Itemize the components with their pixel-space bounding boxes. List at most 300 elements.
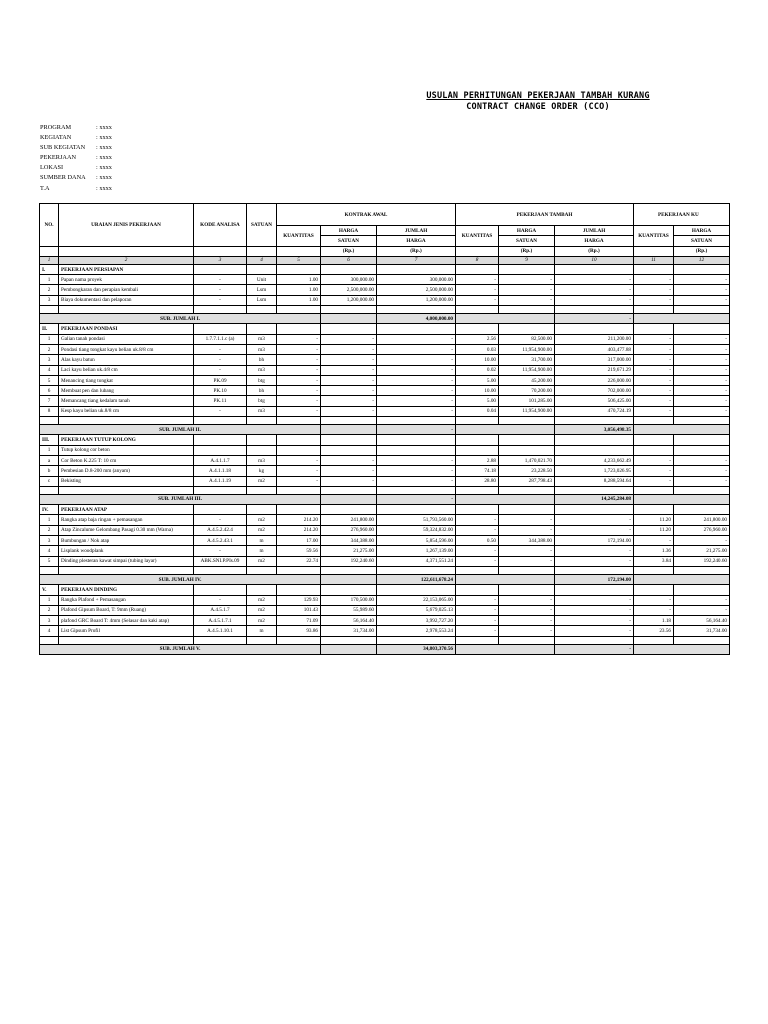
item-value: - (277, 455, 321, 465)
info-row (40, 133, 112, 143)
cell (194, 435, 247, 445)
item-value: - (377, 355, 456, 365)
subtotal-row (40, 494, 730, 504)
item-description: Bekisting (59, 476, 194, 486)
column-number: 9 (499, 256, 555, 264)
cell (499, 636, 555, 644)
info-key: SUMBER DANA (40, 174, 86, 182)
item-value: 344,388.00 (499, 536, 555, 546)
cell (555, 306, 634, 314)
item-value: 2,500,000.00 (377, 285, 456, 295)
item-value: - (555, 605, 634, 615)
item-number: 2 (40, 285, 59, 295)
subtotal-row (40, 644, 730, 654)
subtotal-tambah: 3,056,498.35 (555, 425, 634, 435)
cell (321, 417, 377, 425)
item-value: 56,164.40 (674, 616, 730, 626)
item-value: 55,989.60 (321, 605, 377, 615)
item-value: - (377, 466, 456, 476)
item-value: - (456, 275, 499, 285)
item-value: - (456, 285, 499, 295)
cell (377, 264, 456, 274)
cell (277, 505, 321, 515)
item-value: - (674, 455, 730, 465)
item-value: - (321, 355, 377, 365)
cell (194, 264, 247, 274)
cell (247, 486, 277, 494)
cell (634, 306, 674, 314)
item-value: 21,275.00 (321, 546, 377, 556)
item-value: 1.00 (277, 275, 321, 285)
info-value: : xxxx (96, 154, 112, 162)
item-unit: kg (247, 466, 277, 476)
table-row (40, 285, 730, 295)
item-code: - (194, 515, 247, 525)
item-value: 1.36 (634, 546, 674, 556)
item-number: 3 (40, 355, 59, 365)
cell (499, 585, 555, 595)
cell (456, 417, 499, 425)
item-value: - (499, 285, 555, 295)
pekerjaan-tambah-header: PEKERJAAN TAMBAH (456, 204, 634, 226)
cell (674, 264, 730, 274)
item-value: - (634, 476, 674, 486)
cell (634, 644, 730, 654)
item-value: 70,200.00 (499, 386, 555, 396)
cell (321, 435, 377, 445)
rp-label: (Rp.) (499, 246, 555, 256)
item-value: - (634, 466, 674, 476)
item-value: 21,275.00 (674, 546, 730, 556)
item-value: - (321, 344, 377, 354)
item-unit: m (247, 626, 277, 636)
item-value: 2.88 (456, 455, 499, 465)
item-value: - (277, 334, 321, 344)
project-info (40, 123, 112, 194)
item-unit: m2 (247, 515, 277, 525)
cell (321, 585, 377, 595)
item-value: 2,978,553.24 (377, 626, 456, 636)
item-number: 5 (40, 375, 59, 385)
cell (247, 264, 277, 274)
cell (634, 585, 674, 595)
item-value: 11,954,900.00 (499, 365, 555, 375)
cell (555, 324, 634, 334)
info-value: : xxxx (96, 134, 112, 142)
item-value: 5,854,596.00 (377, 536, 456, 546)
item-value: - (674, 285, 730, 295)
item-value: - (456, 556, 499, 566)
document-subtitle: CONTRACT CHANGE ORDER (CCO) (466, 102, 610, 112)
table-row (40, 396, 730, 406)
cell (321, 324, 377, 334)
cell (456, 486, 499, 494)
item-number: 2 (40, 525, 59, 535)
item-value: 4,233,662.49 (555, 455, 634, 465)
info-row (40, 143, 112, 153)
table-row (40, 525, 730, 535)
table-row (40, 515, 730, 525)
section-number: II. (40, 324, 59, 334)
item-value: 219,671.29 (555, 365, 634, 375)
item-value: - (377, 334, 456, 344)
item-value: - (277, 386, 321, 396)
table-row (40, 556, 730, 566)
subtotal-label: SUB. JUMLAH IV. (40, 574, 321, 584)
column-number: 7 (377, 256, 456, 264)
item-unit: bh (247, 355, 277, 365)
item-value: - (674, 605, 730, 615)
item-number: 1 (40, 595, 59, 605)
item-value: - (277, 406, 321, 416)
column-number: 11 (634, 256, 674, 264)
item-value: - (377, 476, 456, 486)
cell (247, 585, 277, 595)
section-title: PEKERJAAN DINDING (59, 585, 194, 595)
cell (634, 417, 674, 425)
item-unit: bh (247, 386, 277, 396)
item-code: - (194, 275, 247, 285)
item-code: PK.11 (194, 396, 247, 406)
cell (247, 324, 277, 334)
item-value: - (499, 525, 555, 535)
item-code: A.4.5.2.42.4 (194, 525, 247, 535)
item-number: 1 (40, 445, 59, 455)
subtotal-kontrak: - (377, 425, 456, 435)
item-description: Laci kayu belian uk.4/8 cm (59, 365, 194, 375)
item-number: 1 (40, 275, 59, 285)
item-value: 1.18 (634, 616, 674, 626)
item-number: 8 (40, 406, 59, 416)
cell (277, 417, 321, 425)
item-value: 192,240.60 (321, 556, 377, 566)
item-value: 506,425.00 (555, 396, 634, 406)
item-value: 23.56 (634, 626, 674, 636)
item-value: - (499, 546, 555, 556)
cell (277, 324, 321, 334)
item-value: 11,954,900.00 (499, 406, 555, 416)
item-value: 214.20 (277, 525, 321, 535)
cell (59, 486, 194, 494)
item-value: - (555, 595, 634, 605)
item-description: Dinding plesteran kawat simpai (tubing layar) (59, 556, 194, 566)
cell (555, 636, 634, 644)
rp-label: (Rp.) (674, 246, 730, 256)
item-value (377, 445, 456, 455)
item-value: 276,960.00 (674, 525, 730, 535)
cell (40, 306, 59, 314)
item-value: - (456, 525, 499, 535)
item-description: Membuat pen dan lubang (59, 386, 194, 396)
cell (59, 566, 194, 574)
item-value: 82,500.00 (499, 334, 555, 344)
item-value: - (456, 295, 499, 305)
cell (555, 435, 634, 445)
item-description: Biaya dokumentasi dan pelaporan (59, 295, 194, 305)
cell (456, 425, 555, 435)
item-value: 74.18 (456, 466, 499, 476)
item-description: Rangka atap baja ringan + pemasangan (59, 515, 194, 525)
cell (194, 566, 247, 574)
satuan-subheader: SATUAN (321, 236, 377, 246)
item-value: - (674, 536, 730, 546)
item-code: - (194, 406, 247, 416)
item-value: 241,800.00 (674, 515, 730, 525)
item-value: - (674, 406, 730, 416)
cell (499, 306, 555, 314)
item-unit: m2 (247, 556, 277, 566)
subtotal-kontrak: - (377, 494, 456, 504)
item-code: - (194, 355, 247, 365)
item-unit (247, 445, 277, 455)
item-unit: m3 (247, 365, 277, 375)
cell (194, 636, 247, 644)
cell (456, 435, 499, 445)
item-value: 214.20 (277, 515, 321, 525)
jumlah-header: JUMLAH (555, 226, 634, 236)
item-description: Galian tanah pondasi (59, 334, 194, 344)
cell (247, 505, 277, 515)
table-row (40, 595, 730, 605)
rp-label: (Rp.) (321, 246, 377, 256)
cell (377, 636, 456, 644)
harga-header: HARGA (674, 226, 730, 236)
table-row (40, 375, 730, 385)
subtotal-tambah: - (555, 644, 634, 654)
item-value: 5.00 (456, 396, 499, 406)
table-row (40, 605, 730, 615)
cell (634, 566, 674, 574)
cell (247, 306, 277, 314)
col-satuan-header: SATUAN (247, 204, 277, 247)
subtotal-label: SUB. JUMLAH V. (40, 644, 321, 654)
item-value: - (674, 295, 730, 305)
column-number: 4 (247, 256, 277, 264)
cell (321, 505, 377, 515)
item-value: 211,200.00 (555, 334, 634, 344)
table-row (40, 455, 730, 465)
item-value: - (377, 365, 456, 375)
cell (674, 324, 730, 334)
cell (456, 566, 499, 574)
item-number: 5 (40, 556, 59, 566)
cell (499, 486, 555, 494)
item-code: - (194, 546, 247, 556)
cell (634, 505, 674, 515)
item-code: 1.7.7.1.1.c (a) (194, 334, 247, 344)
table-row (40, 344, 730, 354)
item-number: 1 (40, 334, 59, 344)
item-description: Pembesian D.8-200 mm (anyam) (59, 466, 194, 476)
item-value: - (377, 375, 456, 385)
item-description: Pembongkaran dan perapian kembali (59, 285, 194, 295)
item-value: 51,793,560.00 (377, 515, 456, 525)
item-description: Bumbungan / Nok atap (59, 536, 194, 546)
cell (321, 264, 377, 274)
info-value: : xxxx (96, 144, 112, 152)
item-value (674, 445, 730, 455)
item-number: b (40, 466, 59, 476)
item-value: 59,324,832.00 (377, 525, 456, 535)
item-unit: m2 (247, 616, 277, 626)
cell (456, 585, 499, 595)
table-row (40, 406, 730, 416)
item-value: - (456, 616, 499, 626)
item-value: - (674, 355, 730, 365)
item-value: - (634, 536, 674, 546)
info-key: PEKERJAAN (40, 154, 77, 162)
item-value: - (499, 626, 555, 636)
cell (321, 636, 377, 644)
item-number: 2 (40, 605, 59, 615)
item-value: - (321, 375, 377, 385)
info-key: LOKASI (40, 164, 64, 172)
item-value: - (499, 275, 555, 285)
item-value: 287,798.43 (499, 476, 555, 486)
section-row (40, 264, 730, 274)
subtotal-tambah: - (555, 314, 634, 324)
item-value: - (634, 375, 674, 385)
item-value: 31,734.00 (321, 626, 377, 636)
item-unit: m3 (247, 406, 277, 416)
table-row (40, 476, 730, 486)
cell (321, 644, 377, 654)
info-value: : xxxx (96, 184, 112, 192)
item-value: - (674, 275, 730, 285)
cell (59, 636, 194, 644)
item-value: - (674, 396, 730, 406)
item-description: Papan nama proyek (59, 275, 194, 285)
item-value: 23,228.50 (499, 466, 555, 476)
item-unit: m2 (247, 525, 277, 535)
table-row (40, 355, 730, 365)
item-value: 93.86 (277, 626, 321, 636)
item-value: 3,992,727.20 (377, 616, 456, 626)
cell (555, 566, 634, 574)
item-value: - (277, 476, 321, 486)
item-value: - (674, 344, 730, 354)
item-value: - (634, 355, 674, 365)
item-value: 4,371,551.24 (377, 556, 456, 566)
item-value: 2.56 (456, 334, 499, 344)
item-unit: m (247, 536, 277, 546)
item-value: - (499, 595, 555, 605)
harga-header: HARGA (321, 226, 377, 236)
item-value: 10.00 (456, 386, 499, 396)
satuan-subheader: SATUAN (499, 236, 555, 246)
item-value: - (321, 406, 377, 416)
item-value: - (634, 605, 674, 615)
item-value: - (634, 595, 674, 605)
item-value: - (499, 515, 555, 525)
item-value: - (634, 344, 674, 354)
item-value: - (555, 556, 634, 566)
item-description: Memancang tiang kedalam tanah (59, 396, 194, 406)
item-number: 4 (40, 626, 59, 636)
section-row (40, 505, 730, 515)
cell (674, 585, 730, 595)
item-value: - (321, 476, 377, 486)
cell (634, 425, 730, 435)
section-title: PEKERJAAN PONDASI (59, 324, 194, 334)
item-number: 3 (40, 295, 59, 305)
table-row (40, 445, 730, 455)
item-code: A.4.1.1.18 (194, 466, 247, 476)
cell (499, 264, 555, 274)
item-unit: m3 (247, 344, 277, 354)
section-number: V. (40, 585, 59, 595)
cell (499, 566, 555, 574)
kuantitas-header: KUANTITAS (456, 226, 499, 247)
harga-subheader: HARGA (555, 236, 634, 246)
rp-label: (Rp.) (555, 246, 634, 256)
item-description: Kesp kayu belian uk.8/8 cm (59, 406, 194, 416)
item-code: A.4.5.1.10.1 (194, 626, 247, 636)
item-value: - (634, 386, 674, 396)
item-value: - (674, 595, 730, 605)
cell (194, 324, 247, 334)
item-code: PK.10 (194, 386, 247, 396)
pekerjaan-kurang-header: PEKERJAAN KU (634, 204, 730, 226)
table-row (40, 386, 730, 396)
table-row (40, 365, 730, 375)
cell (674, 505, 730, 515)
item-unit: Lsm (247, 285, 277, 295)
info-key: KEGIATAN (40, 134, 72, 142)
item-description: Tutup kolong cor beton (59, 445, 194, 455)
subtotal-label: SUB. JUMLAH II. (40, 425, 321, 435)
cell (40, 486, 59, 494)
subtotal-tambah: 14,245,284.08 (555, 494, 634, 504)
item-value: 170,500.00 (321, 595, 377, 605)
col-uraian-header: URAIAN JENIS PEKERJAAN (59, 204, 194, 247)
item-code (194, 445, 247, 455)
cell (377, 486, 456, 494)
item-value: - (555, 546, 634, 556)
item-value: - (555, 275, 634, 285)
item-unit: m2 (247, 476, 277, 486)
item-value: 1,470,021.70 (499, 455, 555, 465)
section-row (40, 435, 730, 445)
item-value: 344,388.00 (321, 536, 377, 546)
section-number: IV. (40, 505, 59, 515)
column-number: 8 (456, 256, 499, 264)
cell (247, 417, 277, 425)
item-value: 28.80 (456, 476, 499, 486)
item-unit: m3 (247, 334, 277, 344)
section-number: I. (40, 264, 59, 274)
table-row (40, 466, 730, 476)
subtotal-kontrak: 34,803,370.56 (377, 644, 456, 654)
item-description: Pondasi tiang tongkat kayu belian uk.8/8 cm (59, 344, 194, 354)
item-code: - (194, 365, 247, 375)
table-row (40, 536, 730, 546)
cell (277, 636, 321, 644)
item-code: A.4.1.1.7 (194, 455, 247, 465)
cell (499, 435, 555, 445)
item-value: 226,000.00 (555, 375, 634, 385)
item-code: - (194, 595, 247, 605)
item-value: - (277, 344, 321, 354)
item-value: - (321, 334, 377, 344)
table-row (40, 546, 730, 556)
item-value: - (555, 525, 634, 535)
item-value: - (499, 616, 555, 626)
item-unit: btg (247, 396, 277, 406)
item-value: 11,954,900.00 (499, 344, 555, 354)
item-value: - (377, 455, 456, 465)
item-value: - (634, 295, 674, 305)
